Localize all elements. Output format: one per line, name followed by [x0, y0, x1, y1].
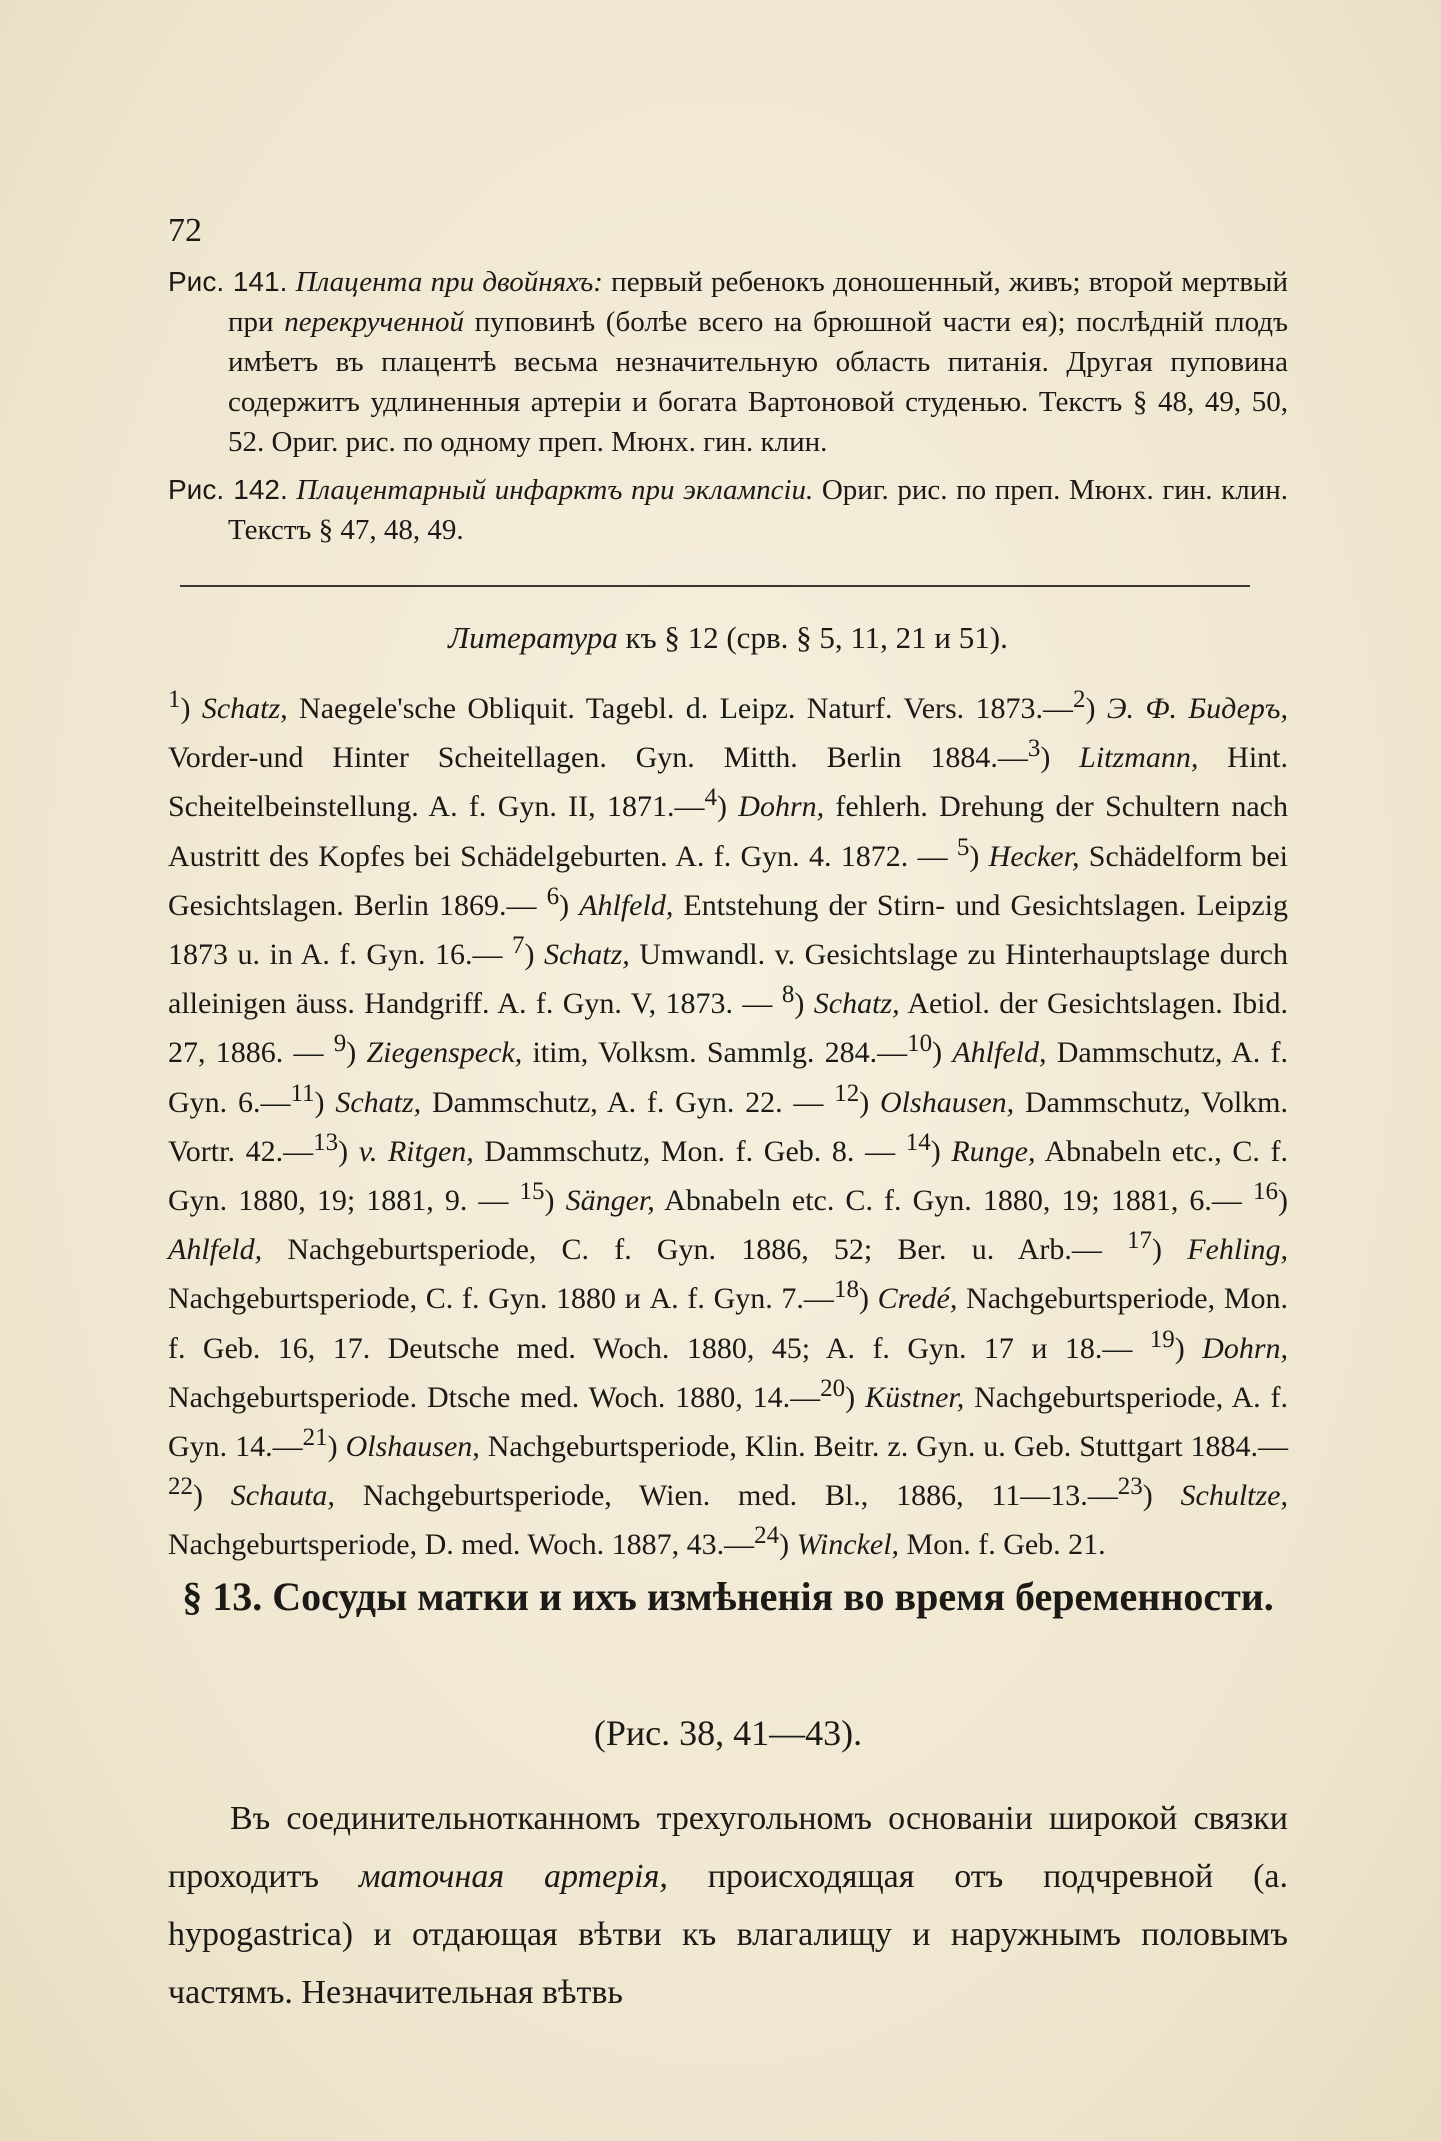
reference-text: Nachgeburtsperiode, Klin. Beitr. z. Gyn. u. Geb. Stuttgart 1884.— — [479, 1430, 1288, 1464]
reference-text: Hint. Scheitelbeinstellung. A. f. Gyn. II, 1871.— — [168, 741, 1288, 824]
reference-text: Nachgeburtsperiode, C. f. Gyn. 1886, 52; Ber. u. Arb.— — [262, 1233, 1128, 1267]
page-number: 72 — [168, 212, 202, 249]
body-italic-term: маточная артерiя, — [358, 1858, 668, 1895]
reference-number: 8 — [781, 981, 795, 1009]
reference-entry: $^1$) Schatz, Naegele'sche Obliquit. Tagebl. d. Leipz. Naturf. Vers. 1873.— — [168, 686, 1074, 725]
figure-142-title: Плацентарный инфарктъ при эклампсiи. — [296, 474, 814, 506]
literature-heading-italic: Литература — [448, 620, 618, 655]
figure-141-label: Рис. 141. — [168, 266, 288, 297]
reference-text: Abnabeln etc. C. f. Gyn. 1880, 19; 1881, 6.— — [654, 1184, 1254, 1218]
reference-number: 10 — [907, 1030, 933, 1058]
reference-entry: $^{11}$) Schatz, Dammschutz, A. f. Gyn. 22. — — [290, 1079, 835, 1119]
figure-captions — [168, 262, 1288, 550]
reference-text: Nachgeburtsperiode. Dtsche med. Woch. 1880, 14.— — [168, 1380, 821, 1414]
reference-entry: $^{10}$) Ahlfeld, Dammschutz, A. f. Gyn. 6.— — [168, 1030, 1288, 1119]
reference-author: Credé, — [877, 1282, 958, 1316]
reference-number: 18 — [833, 1276, 859, 1304]
reference-number: 17 — [1127, 1227, 1153, 1255]
reference-text: Nachgeburtsperiode, Wien. med. Bl., 1886, 11—13.— — [334, 1479, 1118, 1513]
literature-heading-text: къ § 12 (срв. § 5, 11, 21 и 51). — [617, 620, 1008, 655]
reference-entry: $^8$) Schatz, Aetiol. der Gesichtslagen. Ibid. 27, 1886. — — [168, 981, 1288, 1070]
section-subtitle: (Рис. 38, 41—43). — [593, 1713, 863, 1753]
reference-entry: $^{19}$) Dohrn, Nachgeburtsperiode. Dtsche med. Woch. 1880, 14.— — [168, 1325, 1289, 1414]
reference-entry: $^{23}$) Schultze, Nachgeburtsperiode, D. med. Woch. 1887, 43.— — [168, 1473, 1288, 1562]
figure-142-text: Ориг. рис. по преп. Мюнх. гин. клин. Текстъ § 47, 48, 49. — [228, 474, 1288, 546]
reference-author: Ahlfeld, — [168, 1233, 263, 1267]
reference-text: Aetiol. der Gesichtslagen. Ibid. 27, 1886. — — [168, 987, 1288, 1070]
reference-number: 14 — [905, 1128, 931, 1156]
reference-number: 24 — [754, 1522, 780, 1550]
reference-text: Entstehung der Stirn- und Gesichtslagen. Leipzig 1873 u. in A. f. Gyn. 16.— — [168, 888, 1288, 972]
reference-text: Dammschutz, A. f. Gyn. 22. — — [421, 1085, 835, 1119]
reference-author: Olshausen, — [345, 1430, 480, 1464]
reference-text: Naegele'sche Obliquit. Tagebl. d. Leipz. Naturf. Vers. 1873.— — [287, 692, 1074, 725]
reference-text: Vorder-und Hinter Scheitellagen. Gyn. Mitth. Berlin 1884.— — [168, 741, 1028, 775]
reference-text: Mon. f. Geb. 21. — [899, 1528, 1106, 1562]
reference-author: Hecker, — [988, 839, 1080, 873]
reference-number: 11 — [290, 1079, 315, 1107]
section-title: § 13. Сосуды матки и ихъ измѣненiя во время беременности. — [182, 1574, 1274, 1619]
reference-author: Winckel, — [796, 1528, 900, 1562]
reference-entry: $^{13}$) v. Ritgen, Dammschutz, Mon. f. Geb. 8. — — [313, 1128, 906, 1168]
figure-142-label: Рис. 142. — [168, 474, 288, 505]
reference-entry: $^7$) Schatz, Umwandl. v. Gesichtslage zu Hinterhauptslage durch alleinigen äuss. Handgriff. A. f. Gyn. V, 1873. — — [168, 932, 1289, 1021]
body-text-b: происходящая отъ подчревной (a. hypogastrica) и отдающая вѣтви къ влагалищу и наружнымъ половымъ частямъ. Незначительная вѣтвь — [168, 1858, 1288, 2011]
reference-author: Ziegenspeck, — [366, 1036, 523, 1070]
reference-number: 16 — [1253, 1178, 1279, 1206]
reference-author: Schultze, — [1180, 1479, 1288, 1513]
reference-number: 9 — [333, 1030, 347, 1058]
reference-author: Э. Ф. Бидеръ, — [1106, 692, 1288, 725]
reference-number: 1 — [168, 686, 181, 713]
reference-text: Nachgeburtsperiode, D. med. Woch. 1887, 43.— — [168, 1528, 755, 1562]
reference-text: fehlerh. Drehung der Schultern nach Austritt des Kopfes bei Schädelgeburten. A. f. Gyn. 4. 1872. — — [168, 790, 1288, 873]
reference-entry: $^6$) Ahlfeld, Entstehung der Stirn- und Gesichtslagen. Leipzig 1873 u. in A. f. Gyn. 16.— — [168, 882, 1288, 972]
reference-number: 13 — [313, 1128, 339, 1156]
reference-author: Küstner, — [865, 1380, 965, 1414]
reference-number: 6 — [546, 882, 560, 910]
reference-text: Nachgeburtsperiode, A. f. Gyn. 14.— — [168, 1380, 1288, 1464]
reference-author: Litzmann, — [1079, 741, 1199, 775]
reference-author: Olshausen, — [880, 1085, 1015, 1119]
figure-142-caption — [168, 470, 1288, 550]
reference-number: 12 — [834, 1079, 860, 1107]
reference-author: Schauta, — [230, 1479, 335, 1513]
reference-number: 23 — [1117, 1473, 1143, 1501]
reference-entry: $^5$) Hecker, Schädelform bei Gesichtslagen. Berlin 1869.— — [168, 833, 1288, 922]
reference-entry: $^4$) Dohrn, fehlerh. Drehung der Schultern nach Austritt des Kopfes bei Schädelgeburten. A. f. Gyn. 4. 1872. — — [168, 784, 1288, 873]
reference-text: Umwandl. v. Gesichtslage zu Hinterhauptslage durch alleinigen äuss. Handgriff. A. f. Gyn. V, 1873. — — [168, 938, 1289, 1021]
reference-entry: $^{12}$) Olshausen, Dammschutz, Volkm. Vortr. 42.— — [168, 1079, 1288, 1168]
reference-text: Nachgeburtsperiode, C. f. Gyn. 1880 и A. f. Gyn. 7.— — [168, 1282, 834, 1316]
body-text-a: Въ соединительнотканномъ трехугольномъ основанiи широкой связки проходитъ — [168, 1800, 1288, 1895]
reference-entry: $^2$) Э. Ф. Бидеръ, Vorder-und Hinter Scheitellagen. Gyn. Mitth. Berlin 1884.— — [168, 686, 1288, 775]
reference-text: Nachgeburtsperiode, Mon. f. Geb. 16, 17. Deutsche med. Woch. 1880, 45; A. f. Gyn. 17 и 18.— — [168, 1282, 1288, 1365]
reference-author: v. Ritgen, — [358, 1134, 474, 1168]
reference-author: Schatz, — [201, 692, 288, 725]
reference-author: Schatz, — [335, 1085, 422, 1119]
reference-entry: $^{15}$) Sänger, Abnabeln etc. C. f. Gyn. 1880, 19; 1881, 6.— — [519, 1178, 1254, 1218]
reference-author: Fehling, — [1187, 1233, 1288, 1267]
reference-text: Dammschutz, Volkm. Vortr. 42.— — [168, 1085, 1288, 1168]
reference-number: 20 — [820, 1374, 846, 1402]
figure-141-caption — [168, 262, 1288, 462]
divider-rule — [180, 585, 1250, 587]
figure-141-italic-word: перекрученной — [284, 306, 464, 338]
reference-list — [168, 680, 1288, 1566]
reference-entry: $^3$) Litzmann, Hint. Scheitelbeinstellung. A. f. Gyn. II, 1871.— — [168, 735, 1288, 824]
reference-number: 4 — [704, 784, 717, 812]
reference-number: 3 — [1027, 735, 1041, 763]
reference-entry: $^9$) Ziegenspeck, itim, Volksm. Sammlg. 284.— — [333, 1030, 908, 1070]
reference-text: itim, Volksm. Sammlg. 284.— — [522, 1036, 908, 1070]
reference-text: Schädelform bei Gesichtslagen. Berlin 1869.— — [168, 839, 1288, 922]
reference-entry: $^{20}$) Küstner, Nachgeburtsperiode, A. f. Gyn. 14.— — [168, 1374, 1288, 1464]
reference-author: Sänger, — [565, 1184, 655, 1218]
literature-heading — [168, 620, 1288, 656]
figure-141-text-b: пуповинѣ (болѣе всего на брюшной части ея); послѣднiй плодъ имѣетъ въ плацентѣ весьма незначительную область питанiя. Другая пуповина содержитъ удлиненныя артерiи и богата Вартоновой студенью. Текстъ § 48, 49, 50, 52. Ориг. рис. по одному преп. Мюнх. гин. клин. — [228, 306, 1288, 458]
reference-author: Ahlfeld, — [579, 888, 674, 922]
body-paragraph — [168, 1790, 1288, 2022]
reference-number: 2 — [1073, 686, 1086, 713]
reference-entry: $^{24}$) Winckel, Mon. f. Geb. 21. — [754, 1522, 1106, 1562]
reference-author: Schatz, — [813, 987, 900, 1021]
reference-entry: $^{21}$) Olshausen, Nachgeburtsperiode, Klin. Beitr. z. Gyn. u. Geb. Stuttgart 1884.— — [302, 1424, 1288, 1464]
reference-text: Dammschutz, Mon. f. Geb. 8. — — [473, 1134, 906, 1168]
reference-number: 5 — [956, 833, 970, 861]
reference-author: Ahlfeld, — [952, 1036, 1047, 1070]
reference-author: Dohrn, — [1202, 1331, 1289, 1365]
reference-text: Abnabeln etc., C. f. Gyn. 1880, 19; 1881, 9. — — [168, 1134, 1288, 1218]
reference-author: Runge, — [951, 1134, 1036, 1168]
reference-entry: $^{14}$) Runge, Abnabeln etc., C. f. Gyn. 1880, 19; 1881, 9. — — [168, 1128, 1288, 1218]
reference-number: 21 — [302, 1424, 328, 1452]
figure-141-text-a: первый ребенокъ доношенный, живъ; второй мертвый при — [228, 266, 1289, 338]
reference-author: Schatz, — [543, 938, 630, 972]
reference-entry: $^{18}$) Credé, Nachgeburtsperiode, Mon. f. Geb. 16, 17. Deutsche med. Woch. 1880, 45; A. f. Gyn. 17 и 18.— — [168, 1276, 1288, 1365]
reference-entry: $^{22}$) Schauta, Nachgeburtsperiode, Wien. med. Bl., 1886, 11—13.— — [168, 1473, 1118, 1513]
reference-number: 19 — [1149, 1325, 1175, 1353]
reference-text: Dammschutz, A. f. Gyn. 6.— — [168, 1036, 1288, 1119]
figure-141-title: Плацента при двойняхъ: — [295, 266, 603, 298]
reference-author: Dohrn, — [738, 790, 825, 824]
reference-number: 15 — [519, 1178, 545, 1206]
reference-entry: $^{16}$) Ahlfeld, Nachgeburtsperiode, C. f. Gyn. 1886, 52; Ber. u. Arb.— — [168, 1178, 1289, 1267]
reference-entry: $^{17}$) Fehling, Nachgeburtsperiode, C. f. Gyn. 1880 и A. f. Gyn. 7.— — [168, 1227, 1288, 1316]
reference-number: 22 — [168, 1473, 193, 1501]
reference-number: 7 — [511, 932, 525, 960]
